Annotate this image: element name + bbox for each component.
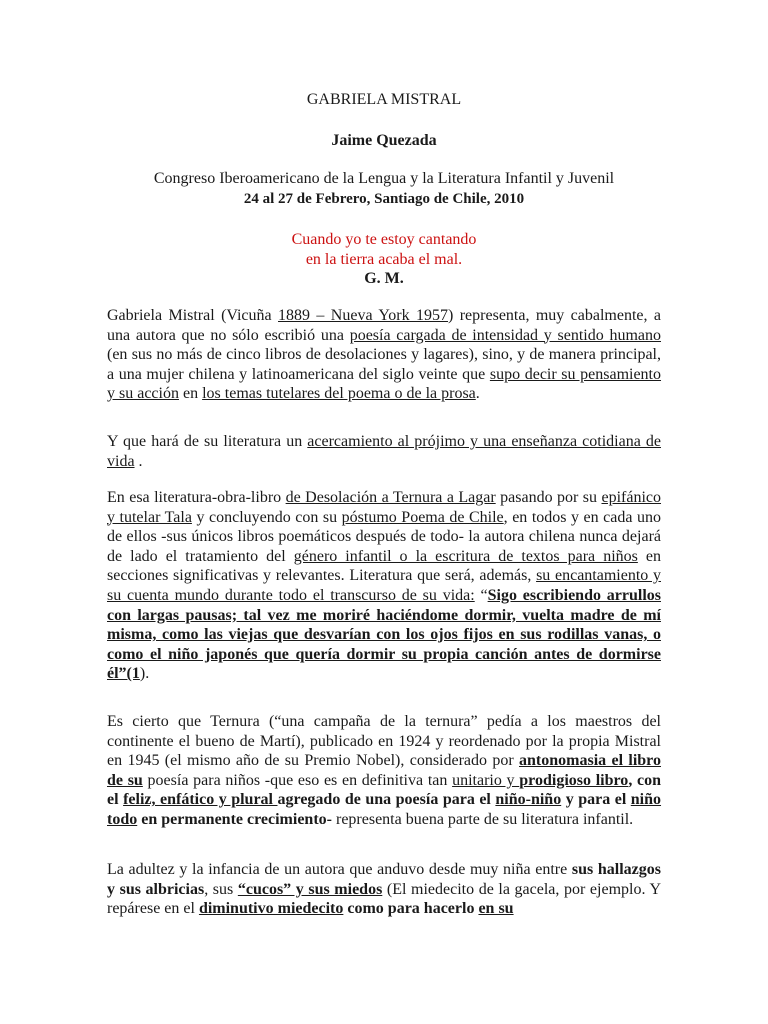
p4-bold: agregado de una poesía para el	[277, 791, 496, 809]
p5-text: La adultez y la infancia de un autora que anduvo desde muy niña entre	[107, 861, 572, 878]
paragraph-1	[107, 306, 661, 404]
p4-text: representa buena parte de su literatura infantil.	[331, 810, 634, 828]
epigraph-line-1: Cuando yo te estoy cantando	[291, 231, 477, 248]
paragraph-3	[107, 488, 661, 684]
p4-text: poesía para niños -que eso es en definitiva tan	[142, 771, 453, 789]
p3-underlined: póstumo Poema de Chile	[341, 508, 504, 526]
p3-underlined: epifánico y tutelar Tala	[107, 489, 662, 526]
p4-bold-underlined: antonomasia el libro de su	[107, 752, 661, 789]
p3-text: , en todos y en cada uno de ellos -sus únicos libros poemáticos después de todo- la autora chilena nunca dejará de lado el tratamiento del	[107, 508, 662, 565]
conference-name: Congreso Iberoamericano de la Lengua y la Literatura Infantil y Juvenil	[153, 170, 615, 187]
p1-underlined: los temas tutelares del poema o de la prosa	[202, 385, 476, 403]
p3-underlined: de Desolación a Ternura a Lagar	[285, 489, 496, 506]
p2-text: .	[134, 452, 143, 470]
p3-text: ).	[139, 665, 150, 683]
p4-bold: en permanente crecimiento-	[137, 810, 332, 828]
p1-underlined: supo decir su pensamiento y su acción	[107, 365, 662, 403]
p1-text: en	[178, 385, 203, 403]
p5-bold-underlined: en su	[478, 900, 514, 918]
epigraph-signature: G. M.	[364, 270, 404, 287]
document-author: Jaime Quezada	[331, 132, 437, 149]
p3-underlined: su encantamiento y su cuenta mundo durante todo el transcurso de su vida:	[107, 567, 661, 604]
p2-underlined: acercamiento al prójimo y una enseñanza cotidiana de vida	[107, 433, 661, 470]
p3-text: pasando por su	[495, 489, 602, 506]
paragraph-2	[107, 432, 661, 471]
p3-text: y concluyendo con su	[191, 508, 342, 526]
p3-underlined: género infantil o la escritura de textos para niños	[293, 547, 638, 565]
p5-text: , sus	[204, 880, 238, 898]
p4-bold-underlined: niño todo	[107, 791, 662, 828]
p4-text: Es cierto que Ternura (“una campaña de la ternura” pedía a los maestros del continente el bueno de Martí), publicado en 1924 y reordenado por la propia Mistral en 1945 (el mismo año de su Premio Nobel), considerado por	[107, 713, 661, 770]
p5-bold: sus hallazgos y sus albricias	[107, 861, 662, 898]
p4-bold: y para el	[561, 791, 631, 809]
p4-bold-underlined: prodigioso libro	[519, 771, 629, 789]
p5-bold-underlined: diminutivo miedecito	[198, 900, 344, 918]
p3-quote-bold: Sigo escribiendo arrullos con largas pausas; tal vez me moriré haciéndome dormir, vuelta madre de mí misma, como las viejas que desvarían con los ojos fijos en sus rodillas vanas, o como el niño japonés que quería dormir su propia canción antes de dormirse él”(1	[107, 586, 661, 683]
p2-text: Y que hará de su literatura un	[107, 433, 308, 450]
p4-bold: , con el	[107, 771, 662, 809]
p4-bold-underlined: niño-niño	[495, 791, 562, 809]
p1-text: ) representa, muy cabalmente, a una autora que no sólo escribió una	[107, 307, 662, 344]
epigraph-line-2: en la tierra acaba el mal.	[305, 250, 463, 268]
p5-bold: como para hacerlo	[343, 900, 479, 918]
conference-date: 24 al 27 de Febrero, Santiago de Chile, 2010	[243, 191, 525, 207]
p1-text: Gabriela Mistral (Vicuña	[107, 307, 279, 324]
p1-text: (en sus no más de cinco libros de desolaciones y lagares), sino, y de manera principal, a una mujer chilena y latinoamericana del siglo veinte que	[107, 346, 661, 383]
p4-bold-underlined: feliz, enfático y plural	[123, 791, 278, 809]
p4-underlined: unitario y	[452, 771, 520, 789]
p1-text: .	[475, 385, 480, 403]
p1-dates: 1889 – Nueva York 1957	[278, 307, 449, 324]
p5-text: (El miedecito de la gacela, por ejemplo. Y repárese en el	[107, 880, 662, 918]
p3-text: en secciones significativas y relevantes. Literatura que será, además,	[107, 547, 662, 585]
paragraph-5	[107, 860, 661, 919]
p3-text: “	[474, 586, 488, 604]
document-title: GABRIELA MISTRAL	[306, 91, 462, 108]
paragraph-4	[107, 712, 661, 830]
p5-bold-underlined: “cucos” y sus miedos	[237, 880, 383, 898]
p3-text: En esa literatura-obra-libro	[107, 489, 286, 506]
epigraph	[0, 230, 768, 289]
p1-underlined: poesía cargada de intensidad y sentido humano	[349, 326, 661, 344]
